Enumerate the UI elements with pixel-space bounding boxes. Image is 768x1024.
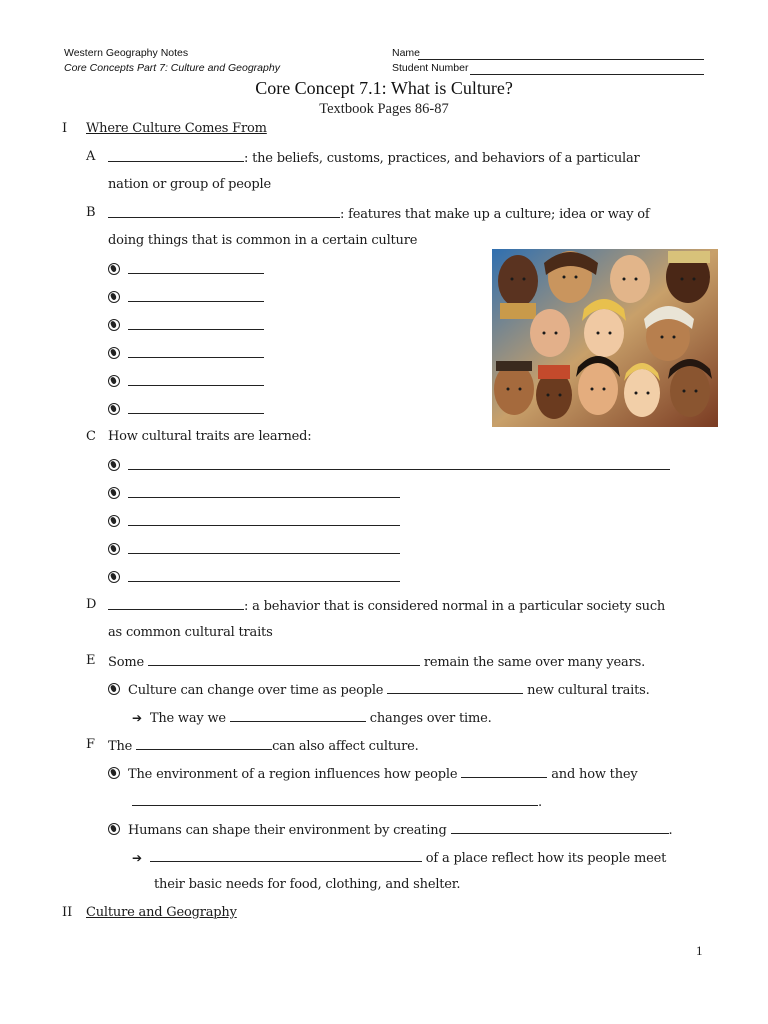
item-d-letter: D <box>86 597 97 612</box>
globe-icon <box>108 291 120 303</box>
globe-icon <box>108 319 120 331</box>
item-f-line <box>108 737 419 754</box>
blank[interactable] <box>128 289 264 302</box>
item-c-text: How cultural traits are learned: <box>108 429 312 444</box>
item-f-sub-post: of a place reflect how its people meet <box>425 851 667 866</box>
blank[interactable] <box>128 513 400 526</box>
item-f-b2-end: . <box>668 823 673 838</box>
page-title: Core Concept 7.1: What is Culture? <box>255 78 513 98</box>
item-d-text: : a behavior that is considered normal in a particular society such <box>244 599 666 614</box>
item-f-b1-end: . <box>538 795 542 810</box>
learning-bullet <box>108 485 400 502</box>
blank[interactable] <box>128 485 400 498</box>
globe-icon <box>108 683 120 695</box>
item-a-letter: A <box>86 149 96 164</box>
item-f-pre: The <box>108 739 133 754</box>
blank[interactable] <box>128 541 400 554</box>
header-course: Western Geography Notes <box>64 47 189 59</box>
item-f-bullet-1-cont <box>132 793 542 810</box>
section-1-number: I <box>62 121 68 136</box>
blank[interactable] <box>461 765 547 778</box>
globe-icon <box>108 375 120 387</box>
item-a-text: : the beliefs, customs, practices, and behaviors of a particular <box>244 151 640 166</box>
faces-illustration <box>492 249 718 427</box>
globe-icon <box>108 459 120 471</box>
globe-icon <box>108 263 120 275</box>
section-1-heading: Where Culture Comes From <box>86 121 267 136</box>
blank[interactable] <box>108 205 340 218</box>
blank[interactable] <box>136 737 272 750</box>
item-f-post: can also affect culture. <box>272 739 419 754</box>
item-e-pre: Some <box>108 655 144 670</box>
trait-bullet <box>108 345 264 362</box>
globe-icon <box>108 403 120 415</box>
faces-illustration-svg <box>492 249 718 427</box>
page-subtitle: Textbook Pages 86-87 <box>319 101 449 117</box>
blank[interactable] <box>128 569 400 582</box>
item-b-letter: B <box>86 205 96 220</box>
blank[interactable] <box>128 345 264 358</box>
item-a-line1 <box>108 149 640 166</box>
blank[interactable] <box>128 373 264 386</box>
item-e-post: remain the same over many years. <box>423 655 646 670</box>
trait-bullet <box>108 289 264 306</box>
item-e-bullet <box>108 681 650 698</box>
trait-bullet <box>108 401 264 418</box>
globe-icon <box>108 823 120 835</box>
item-f-b1-pre: The environment of a region influences how people <box>128 767 458 782</box>
item-b-text: : features that make up a culture; idea or way of <box>340 207 650 222</box>
item-f-b1-post: and how they <box>551 767 638 782</box>
blank[interactable] <box>148 653 420 666</box>
name-label: Name <box>392 47 421 59</box>
trait-bullet <box>108 317 264 334</box>
section-2-number: II <box>62 905 73 920</box>
item-e-line <box>108 653 645 670</box>
learning-bullet <box>108 513 400 530</box>
blank[interactable] <box>108 597 244 610</box>
learning-bullet <box>108 569 400 586</box>
item-e-letter: E <box>86 653 96 668</box>
item-a-line2: nation or group of people <box>108 177 271 192</box>
item-f-b2-pre: Humans can shape their environment by creating <box>128 823 447 838</box>
blank[interactable] <box>150 849 422 862</box>
globe-icon <box>108 571 120 583</box>
globe-icon <box>108 543 120 555</box>
item-f-letter: F <box>86 737 96 752</box>
blank[interactable] <box>451 821 669 834</box>
globe-icon <box>108 767 120 779</box>
blank[interactable] <box>230 709 366 722</box>
item-f-bullet-1 <box>108 765 638 782</box>
item-d-line1 <box>108 597 665 614</box>
arrow-icon: ➔ <box>132 851 142 865</box>
learning-bullet <box>108 457 670 474</box>
blank[interactable] <box>128 261 264 274</box>
learning-bullet <box>108 541 400 558</box>
blank[interactable] <box>128 401 264 414</box>
item-b-line2: doing things that is common in a certain culture <box>108 233 418 248</box>
section-2-heading: Culture and Geography <box>86 905 237 920</box>
blank[interactable] <box>128 317 264 330</box>
item-e-sub-post: changes over time. <box>369 711 492 726</box>
globe-icon <box>108 347 120 359</box>
name-field-line[interactable] <box>418 59 704 60</box>
item-c-letter: C <box>86 429 96 444</box>
item-e-bullet-post: new cultural traits. <box>527 683 650 698</box>
blank[interactable] <box>387 681 523 694</box>
item-e-bullet-pre: Culture can change over time as people <box>128 683 384 698</box>
item-d-line2: as common cultural traits <box>108 625 273 640</box>
arrow-icon: ➔ <box>132 711 142 725</box>
header-unit: Core Concepts Part 7: Culture and Geography <box>64 62 280 74</box>
blank[interactable] <box>128 457 670 470</box>
trait-bullet <box>108 373 264 390</box>
globe-icon <box>108 515 120 527</box>
student-number-field-line[interactable] <box>470 74 704 75</box>
globe-icon <box>108 487 120 499</box>
student-number-label: Student Number <box>392 62 469 74</box>
item-e-subbullet <box>132 709 492 726</box>
page-number: 1 <box>696 943 703 958</box>
item-f-bullet-2 <box>108 821 672 838</box>
item-f-sub-line2: their basic needs for food, clothing, and shelter. <box>154 877 461 892</box>
blank[interactable] <box>108 149 244 162</box>
item-b-line1 <box>108 205 650 222</box>
blank[interactable] <box>132 793 538 806</box>
item-f-subbullet <box>132 849 666 866</box>
item-e-sub-pre: The way we <box>149 711 226 726</box>
trait-bullet <box>108 261 264 278</box>
